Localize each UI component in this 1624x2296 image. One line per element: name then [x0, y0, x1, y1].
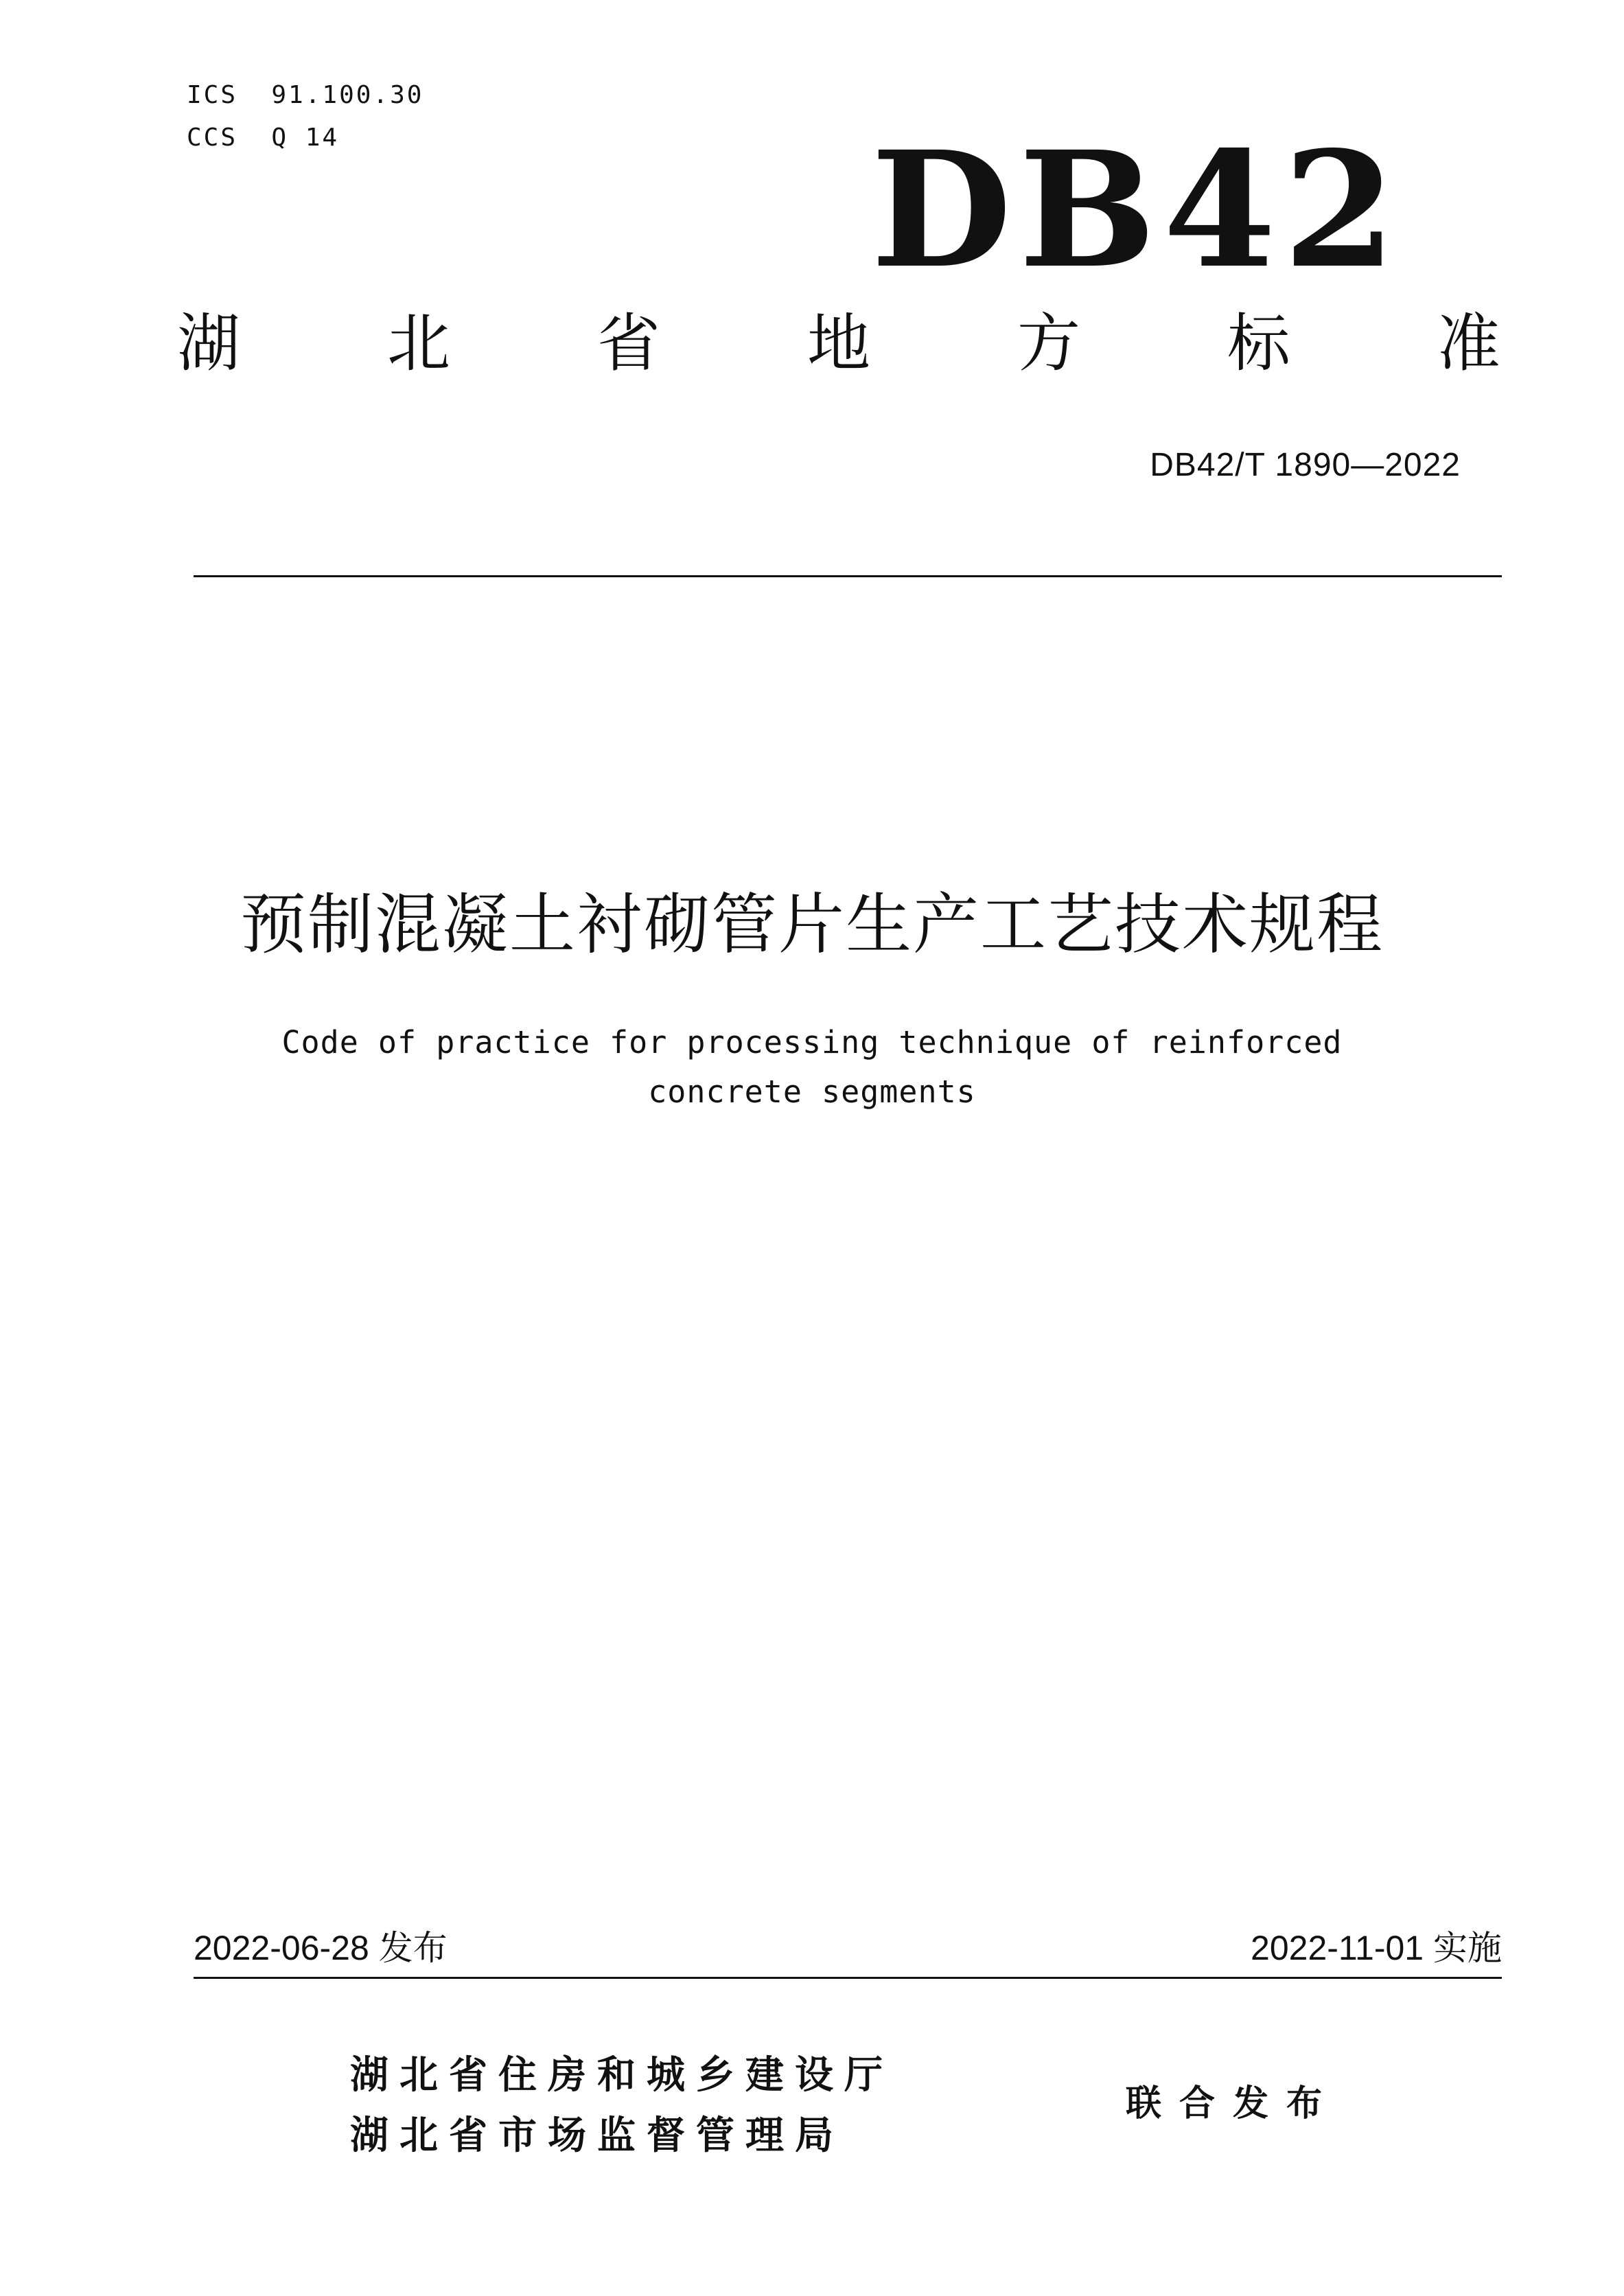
document-title-chinese: 预制混凝土衬砌管片生产工艺技术规程: [240, 886, 1384, 963]
category-char: 地: [807, 307, 870, 380]
issuer-market-regulation: 湖北省市场监督管理局: [350, 2113, 844, 2158]
category-char: 湖: [177, 307, 241, 380]
english-title-line: concrete segments: [648, 1074, 976, 1110]
header-divider: [194, 575, 1502, 577]
category-char: 标: [1227, 307, 1290, 380]
category-char: 准: [1437, 307, 1500, 380]
category-char: 方: [1017, 307, 1080, 380]
document-title-english: [0, 1018, 1624, 1117]
category-char: 北: [386, 307, 450, 380]
category-char: 省: [596, 307, 660, 380]
standard-category-title: [177, 307, 1500, 380]
standard-code-logo: DB42: [870, 116, 1403, 303]
ics-code: ICS 91.100.30: [187, 81, 424, 109]
joint-issue-label: 联合发布: [1126, 2083, 1341, 2124]
standard-number: DB42/T 1890—2022: [1150, 447, 1461, 483]
footer-divider: [194, 1977, 1502, 1979]
publish-date: 2022-06-28 发布: [194, 1929, 448, 1967]
ccs-code: CCS Q 14: [187, 124, 340, 152]
issuer-housing-department: 湖北省住房和城乡建设厅: [350, 2053, 894, 2098]
english-title-line: Code of practice for processing technique of reinforced: [281, 1024, 1343, 1060]
effective-date: 2022-11-01 实施: [1251, 1929, 1502, 1967]
